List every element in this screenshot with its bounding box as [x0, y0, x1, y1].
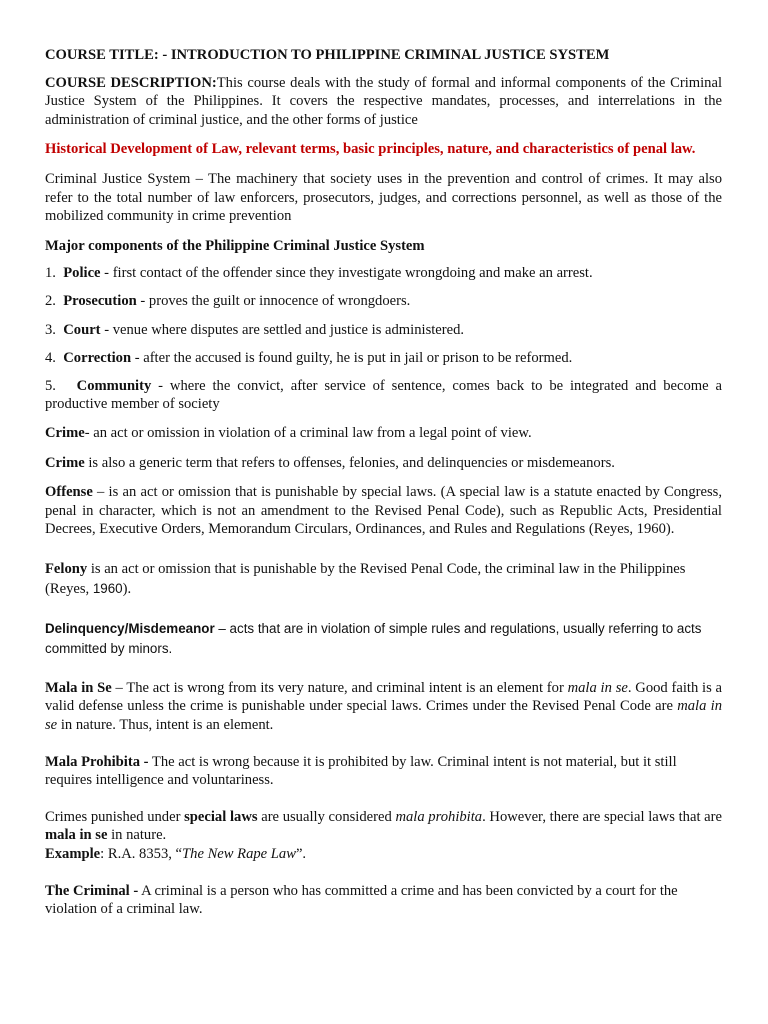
component-item-court — [45, 321, 722, 340]
example-end: ”. — [295, 846, 307, 863]
component-term: Court — [63, 321, 101, 338]
course-title-value: INTRODUCTION TO PHILIPPINE CRIMINAL JUSTICE SYSTEM — [170, 47, 610, 63]
example-label: Example — [45, 846, 101, 863]
component-number: 1. — [45, 265, 56, 282]
component-term: Prosecution — [63, 293, 137, 310]
special-laws-text: are usually considered — [257, 808, 396, 825]
example-italic: The New Rape Law — [182, 846, 296, 863]
crime-term: Crime — [45, 454, 85, 471]
felony-definition — [45, 559, 722, 599]
mala-in-se-text: – The act is wrong from its very nature, and criminal intent is an element for — [111, 679, 568, 696]
component-number: 5. — [45, 377, 56, 394]
crime-text: is also a generic term that refers to offenses, felonies, and delinquencies or misdemeanors. — [84, 454, 615, 471]
special-laws-text: in nature. — [107, 827, 167, 844]
component-item-community — [45, 377, 722, 414]
section-heading: Historical Development of Law, relevant terms, basic principles, nature, and characteristics of penal law. — [45, 141, 696, 158]
mala-prohibita-term: Mala Prohibita - — [45, 753, 149, 770]
crime-text: - an act or omission in violation of a criminal law from a legal point of view. — [84, 424, 532, 441]
component-number: 3. — [45, 321, 56, 338]
component-term: Correction — [63, 349, 132, 366]
course-description — [45, 74, 722, 130]
component-text: - proves the guilt or innocence of wrongdoers. — [136, 293, 411, 310]
crime-generic-definition — [45, 454, 722, 473]
mala-in-se-text: . Good faith is a valid defense unless the crime is punishable under special laws. Crimes under the Revised Penal Code are — [45, 679, 723, 715]
criminal-definition — [45, 882, 722, 919]
mala-prohibita-definition — [45, 753, 722, 790]
component-text: - where the convict, after service of sentence, comes back to be integrated and become a productive member of society — [45, 377, 722, 413]
component-number: 4. — [45, 349, 56, 366]
offense-definition — [45, 483, 722, 539]
component-term: Police — [63, 265, 101, 282]
mala-in-se-italic: mala in se — [45, 698, 723, 734]
component-item-police — [45, 264, 722, 283]
delinquency-text: – acts that are in violation of simple rules and regulations, usually referring to acts committed by minors. — [45, 620, 702, 656]
mala-in-se-definition — [45, 679, 722, 735]
component-text: - first contact of the offender since they investigate wrongdoing and make an arrest. — [100, 265, 593, 282]
cjs-definition: Criminal Justice System – The machinery that society uses in the prevention and control of crimes. It may also refer to the total number of law enforcers, prosecutors, judges, and corrections personnel, as well as those of the mobilized community in crime prevention — [45, 170, 722, 225]
felony-term: Felony — [45, 560, 88, 577]
special-laws-text: Crimes punished under — [45, 808, 185, 825]
special-laws-text: . However, there are special laws that are — [482, 808, 722, 825]
criminal-text: A criminal is a person who has committed a crime and has been convicted by a court for the violation of a criminal law. — [45, 882, 678, 918]
course-description-label: COURSE DESCRIPTION: — [45, 74, 217, 91]
component-text: - after the accused is found guilty, he is put in jail or prison to be reformed. — [131, 349, 573, 366]
component-item-prosecution — [45, 292, 722, 311]
component-number: 2. — [45, 293, 56, 310]
course-title — [45, 46, 722, 65]
felony-year: 1960 — [92, 580, 123, 596]
offense-text: – is an act or omission that is punishable by special laws. (A special law is a statute enacted by Congress, penal in character, which is not an amendment to the Revised Penal Code), such as Republic Acts, Presidential Decrees, Executive Orders, Memorandum Circulars, Ordinances, and Rules and Regulations (Reyes, 1960). — [45, 484, 722, 538]
special-laws-italic: mala prohibita — [395, 808, 483, 825]
example-line — [45, 845, 722, 864]
component-text: - venue where disputes are settled and justice is administered. — [100, 321, 465, 338]
mala-prohibita-text: The act is wrong because it is prohibited by law. Criminal intent is not material, but it still requires intelligence and voluntariness. — [45, 753, 677, 789]
course-description-text: This course deals with the study of formal and informal components of the Criminal Justice System of the Philippines. It covers the respective mandates, processes, and interrelations in the administration of criminal justice, and the other forms of justice — [45, 74, 722, 128]
components-heading: Major components of the Philippine Criminal Justice System — [45, 237, 425, 254]
special-laws-paragraph — [45, 808, 722, 845]
criminal-term: The Criminal - — [45, 882, 139, 899]
felony-text-end: ). — [122, 580, 132, 597]
component-term: Community — [76, 377, 152, 394]
crime-term: Crime — [45, 424, 85, 441]
mala-in-se-italic: mala in se — [567, 679, 628, 696]
special-laws-bold: special laws — [184, 808, 258, 825]
document-page — [45, 46, 722, 919]
special-laws-bold: mala in se — [45, 827, 108, 844]
course-title-label: COURSE TITLE: - — [45, 47, 171, 63]
example-text: : R.A. 8353, “ — [100, 846, 183, 863]
crime-definition — [45, 424, 722, 443]
mala-in-se-text: in nature. Thus, intent is an element. — [57, 717, 274, 734]
component-item-correction — [45, 349, 722, 368]
delinquency-definition — [45, 619, 722, 659]
offense-term: Offense — [45, 484, 93, 501]
felony-text: is an act or omission that is punishable by the Revised Penal Code, the criminal law in the Philippines (Reyes, — [45, 560, 686, 597]
mala-in-se-term: Mala in Se — [45, 679, 112, 696]
delinquency-term: Delinquency/Misdemeanor — [45, 620, 215, 636]
